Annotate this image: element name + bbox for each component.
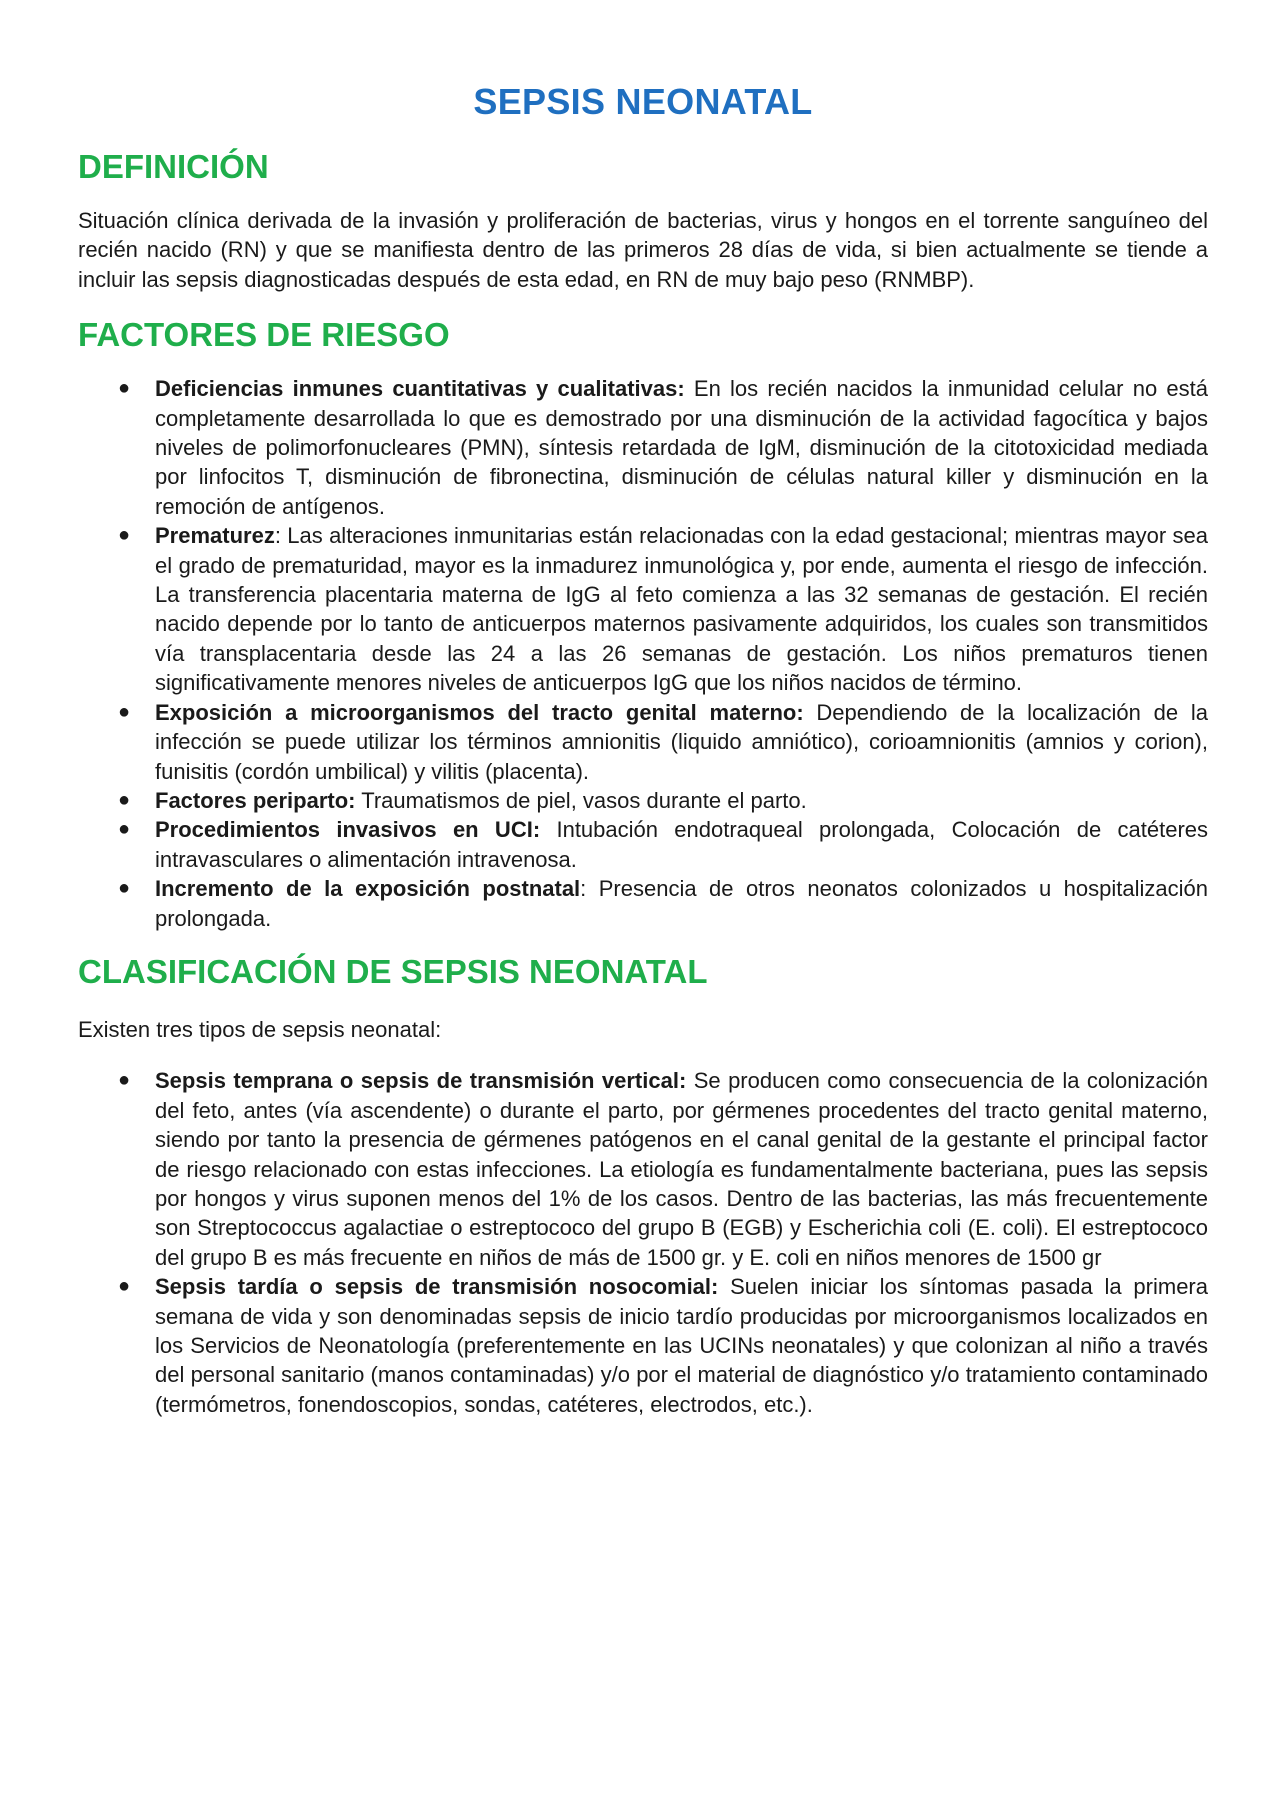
item-term: Sepsis tardía o sepsis de transmisión nosocomial:	[155, 1274, 719, 1300]
bullet-icon: ●	[118, 700, 131, 723]
item-text: En los recién nacidos la inmunidad celular no está completamente desarrollada lo que es demostrado por una disminución de la actividad fagocítica y bajos niveles de polimorfonucleares (PMN), síntesis retardada de IgM, disminución de la citotoxicidad mediada por linfocitos T, disminución de fibronectina, disminución de células natural killer y disminución en la remoción de antígenos.	[155, 376, 1208, 519]
heading-clasificacion: CLASIFICACIÓN DE SEPSIS NEONATAL	[78, 952, 708, 990]
factores-list	[78, 374, 1208, 933]
definicion-paragraph: Situación clínica derivada de la invasión y proliferación de bacterias, virus y hongos en el torrente sanguíneo del recién nacido (RN) y que se manifiesta dentro de las primeros 28 días de vida, si bien actualmente se tiende a incluir las sepsis diagnosticadas después de esta edad, en RN de muy bajo peso (RNMBP).	[78, 208, 1208, 292]
item-term: Deficiencias inmunes cuantitativas y cualitativas:	[155, 376, 685, 402]
list-item	[78, 374, 1208, 521]
bullet-icon: ●	[118, 377, 131, 400]
item-term: Prematurez	[155, 523, 275, 549]
clasificacion-list	[78, 1066, 1208, 1419]
item-text: : Las alteraciones inmunitarias están relacionadas con la edad gestacional; mientras mayor sea el grado de prematuridad, mayor es la inmadurez inmunológica y, por ende, aumenta el riesgo de infección. La transferencia placentaria materna de IgG al feto comienza a las 32 semanas de gestación. El recién nacido depende por lo tanto de anticuerpos maternos pasivamente adquiridos, los cuales son transmitidos vía transplacentaria desde las 24 a las 26 semanas de gestación. Los niños prematuros tienen significativamente menores niveles de anticuerpos IgG que los niños nacidos de término.	[155, 523, 1208, 696]
list-item	[78, 698, 1208, 786]
item-text: Se producen como consecuencia de la colonización del feto, antes (vía ascendente) o durante el parto, por gérmenes procedentes del tracto genital materno, siendo por tanto la presencia de gérmenes patógenos en el canal genital de la gestante el principal factor de riesgo relacionado con estas infecciones. La etiología es fundamentalmente bacteriana, pues las sepsis por hongos y virus suponen menos del 1% de los casos. Dentro de las bacterias, las más frecuentemente son Streptococcus agalactiae o estreptococo del grupo B (EGB) y Escherichia coli (E. coli). El estreptococo del grupo B es más frecuente en niños de más de 1500 gr. y E. coli en niños menores de 1500 gr	[155, 1068, 1208, 1270]
list-item	[78, 874, 1208, 933]
bullet-icon: ●	[118, 818, 131, 841]
item-text: Traumatismos de piel, vasos durante el parto.	[355, 787, 807, 813]
list-item	[78, 521, 1208, 697]
bullet-icon: ●	[118, 877, 131, 900]
document-title: SEPSIS NEONATAL	[473, 81, 813, 122]
bullet-icon: ●	[118, 524, 131, 547]
item-text: Intubación endotraqueal prolongada, Colocación de catéteres intravasculares o alimentación intravenosa.	[155, 817, 1209, 872]
item-term: Sepsis temprana o sepsis de transmisión vertical:	[155, 1068, 687, 1094]
bullet-icon: ●	[118, 788, 131, 811]
item-text: Dependiendo de la localización de la infección se puede utilizar los términos amnionitis (liquido amniótico), corioamnionitis (amnios y corion), funisitis (cordón umbilical) y vilitis (placenta).	[155, 699, 1208, 784]
list-item	[78, 1272, 1208, 1419]
clasificacion-intro: Existen tres tipos de sepsis neonatal:	[78, 1016, 442, 1042]
item-term: Exposición a microorganismos del tracto genital materno:	[155, 699, 804, 725]
item-term: Factores periparto:	[155, 787, 356, 813]
list-item	[78, 1066, 1208, 1272]
heading-definicion: DEFINICIÓN	[78, 148, 269, 185]
bullet-icon: ●	[118, 1069, 131, 1092]
heading-factores-de-riesgo: FACTORES DE RIESGO	[78, 316, 450, 354]
list-item	[78, 786, 1208, 815]
list-item	[78, 815, 1208, 874]
item-text: Suelen iniciar los síntomas pasada la primera semana de vida y son denominadas sepsis de inicio tardío producidas por microorganismos localizados en los Servicios de Neonatología (preferentemente en las UCINs neonatales) y que colonizan al niño a través del personal sanitario (manos contaminadas) y/o por el material de diagnóstico y/o tratamiento contaminado (termómetros, fonendoscopios, sondas, catéteres, electrodos, etc.).	[155, 1274, 1208, 1417]
item-text: : Presencia de otros neonatos colonizados u hospitalización prolongada.	[155, 876, 1208, 931]
item-term: Procedimientos invasivos en UCI:	[155, 817, 541, 843]
item-term: Incremento de la exposición postnatal	[155, 876, 581, 902]
bullet-icon: ●	[118, 1275, 131, 1298]
